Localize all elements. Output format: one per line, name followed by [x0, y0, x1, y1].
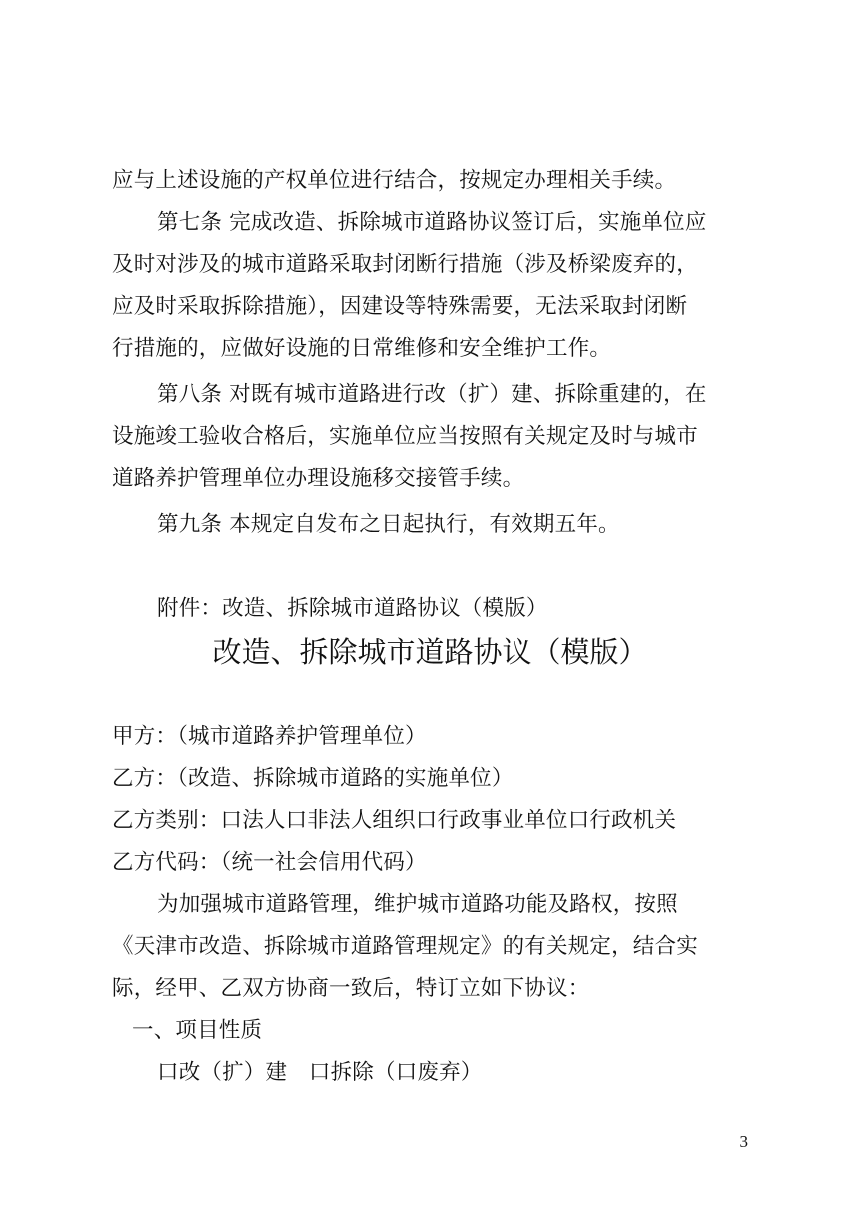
article-8: 第八条 对既有城市道路进行改（扩）建、拆除重建的，在: [157, 382, 707, 407]
preamble-line: 《天津市改造、拆除城市道路管理规定》的有关规定，结合实: [112, 934, 698, 959]
text-line: 应及时采取拆除措施），因建设等特殊需要，无法采取封闭断: [112, 294, 688, 319]
party-b-category: 乙方类别：口法人口非法人组织口行政事业单位口行政机关: [112, 808, 677, 833]
article-7: 第七条 完成改造、拆除城市道路协议签订后，实施单位应: [157, 210, 707, 235]
text-line: 设施竣工验收合格后，实施单位应当按照有关规定及时与城市: [112, 424, 698, 449]
section-heading: 一、项目性质: [132, 1018, 263, 1043]
article-9: 第九条 本规定自发布之日起执行，有效期五年。: [157, 512, 620, 537]
preamble-line: 为加强城市道路管理，维护城市道路功能及路权，按照: [157, 892, 678, 917]
party-a: 甲方：（城市道路养护管理单位）: [112, 724, 427, 749]
attachment-label: 附件：改造、拆除城市道路协议（模版）: [157, 596, 548, 621]
text-line: 行措施的，应做好设施的日常维修和安全维护工作。: [112, 336, 612, 361]
text-line: 及时对涉及的城市道路采取封闭断行措施（涉及桥梁废弃的，: [112, 252, 698, 277]
text-line: 应与上述设施的产权单位进行结合，按规定办理相关手续。: [112, 168, 677, 193]
preamble-line: 际，经甲、乙双方协商一致后，特订立如下协议：: [112, 976, 590, 1001]
project-type-options: 口改（扩）建 口拆除（口废弃）: [157, 1060, 483, 1085]
agreement-title: 改造、拆除城市道路协议（模版）: [212, 635, 648, 669]
page-number: 3: [739, 1132, 748, 1151]
party-b-code: 乙方代码：（统一社会信用代码）: [112, 850, 427, 875]
party-b: 乙方：（改造、拆除城市道路的实施单位）: [112, 766, 514, 791]
text-line: 道路养护管理单位办理设施移交接管手续。: [112, 466, 525, 491]
